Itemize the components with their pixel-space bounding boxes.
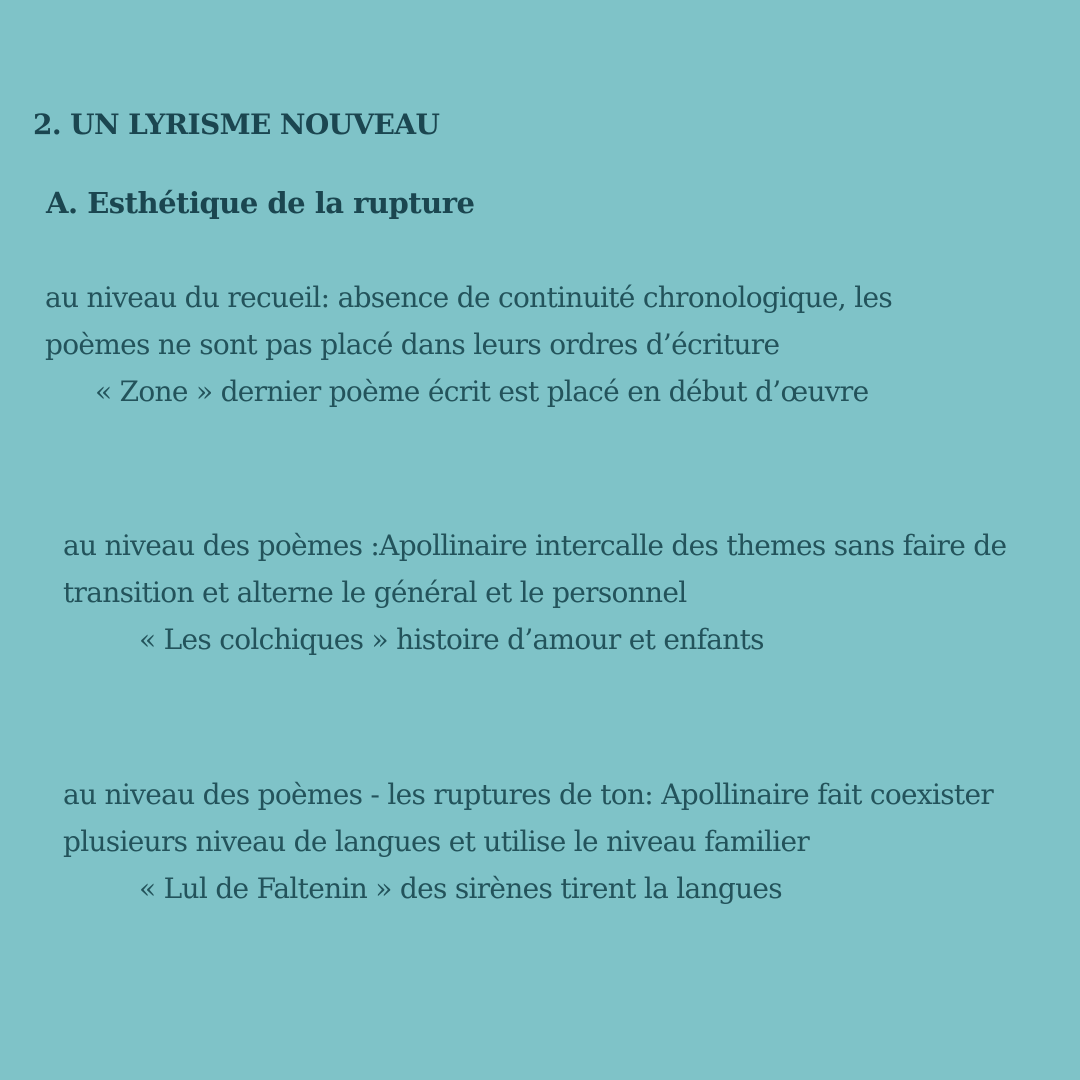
paragraph-line: au niveau du recueil: absence de continuité chronologique, les — [45, 281, 892, 314]
subsection-title: A. Esthétique de la rupture — [46, 186, 475, 220]
paragraph-line: poèmes ne sont pas placé dans leurs ordres d’écriture — [45, 328, 780, 361]
paragraph-line: plusieurs niveau de langues et utilise le niveau familier — [63, 825, 810, 858]
paragraph-recueil — [45, 274, 892, 415]
example-line: « Les colchiques » histoire d’amour et enfants — [139, 623, 764, 656]
paragraph-line: transition et alterne le général et le personnel — [63, 576, 687, 609]
section-title: 2. UN LYRISME NOUVEAU — [33, 108, 440, 141]
paragraph-line: au niveau des poèmes - les ruptures de ton: Apollinaire fait coexister — [63, 778, 994, 811]
example-line: « Lul de Faltenin » des sirènes tirent la langues — [139, 872, 782, 905]
paragraph-line: au niveau des poèmes :Apollinaire intercalle des themes sans faire de — [63, 529, 1007, 562]
paragraph-poemes-ton — [63, 771, 993, 912]
example-line: « Zone » dernier poème écrit est placé en début d’œuvre — [95, 375, 869, 408]
paragraph-poemes-themes — [63, 522, 1006, 663]
